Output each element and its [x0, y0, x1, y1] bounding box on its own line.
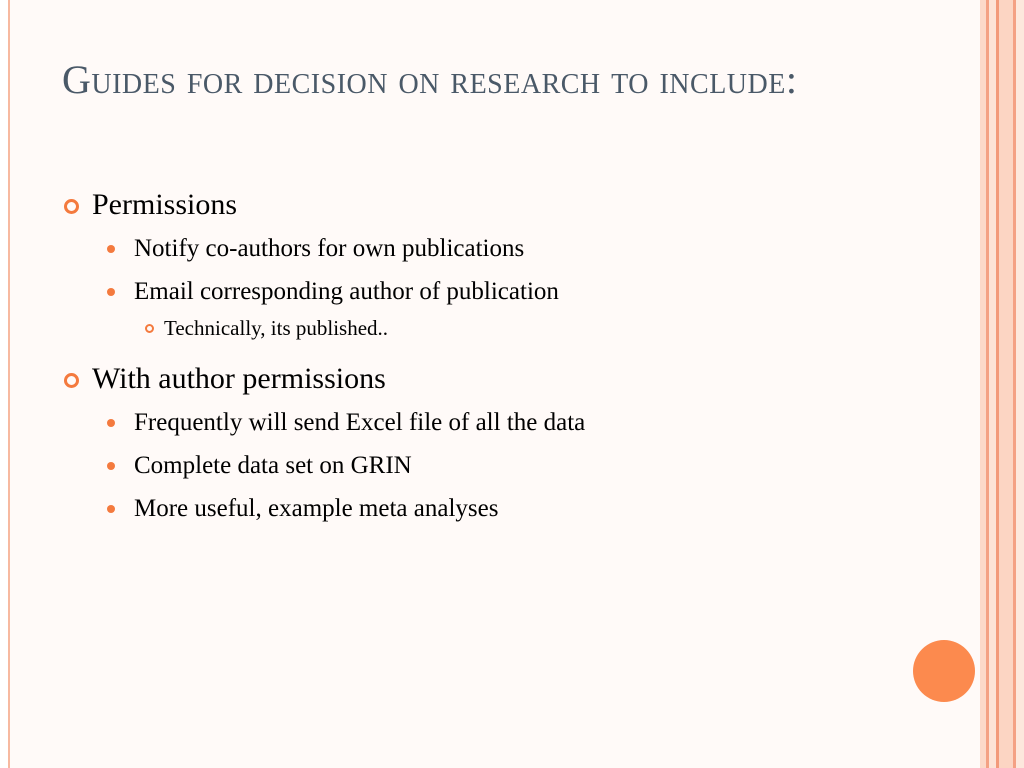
ring-bullet-icon: [145, 324, 154, 333]
bullet-text: More useful, example meta analyses: [134, 495, 499, 522]
bullet-item-level2: [62, 275, 922, 309]
bullet-text: Notify co-authors for own publications: [134, 235, 525, 262]
dot-bullet-icon: [107, 505, 115, 513]
slide-body: [62, 184, 922, 535]
bullet-text: Technically, its published..: [164, 316, 389, 340]
bullet-text: Frequently will send Excel file of all the data: [134, 409, 586, 436]
bullet-text: Permissions: [92, 188, 238, 221]
bullet-item-level1: [62, 184, 922, 226]
bullet-text: Email corresponding author of publication: [134, 278, 559, 305]
dot-bullet-icon: [107, 462, 115, 470]
bullet-item-level2: [62, 232, 922, 266]
bullet-text: Complete data set on GRIN: [134, 452, 412, 479]
accent-circle: [913, 640, 975, 702]
ring-bullet-icon: [64, 373, 79, 388]
dot-bullet-icon: [107, 245, 115, 253]
bullet-item-level2: [62, 406, 922, 440]
slide-title: Guides for decision on research to include:: [62, 57, 798, 102]
decorative-stripe: [999, 0, 1013, 768]
bullet-item-level1: [62, 358, 922, 400]
bullet-text: With author permissions: [92, 362, 386, 395]
decorative-stripe: [989, 0, 996, 768]
dot-bullet-icon: [107, 288, 115, 296]
bullet-item-level2: [62, 449, 922, 483]
ring-bullet-icon: [64, 199, 79, 214]
dot-bullet-icon: [107, 419, 115, 427]
decorative-stripe: [1016, 0, 1024, 768]
bullet-item-level2: [62, 492, 922, 526]
bullet-item-level3: [62, 314, 922, 342]
